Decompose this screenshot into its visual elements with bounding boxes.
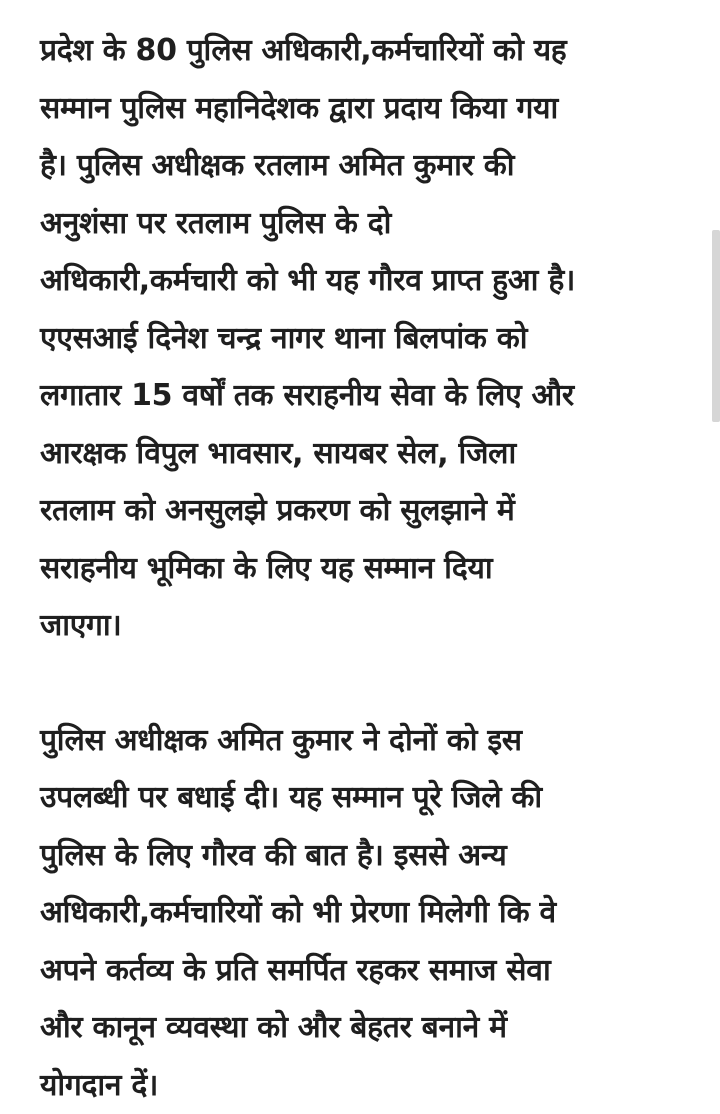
text-line: पुलिस अधीक्षक अमित कुमार ने दोनों को इस	[40, 712, 688, 770]
text-line: जाएगा।	[40, 597, 688, 655]
article-body	[40, 22, 688, 1114]
text-line: और कानून व्यवस्था को और बेहतर बनाने में	[40, 999, 688, 1057]
text-line: प्रदेश के 80 पुलिस अधिकारी,कर्मचारियों को यह	[40, 22, 688, 80]
text-line: अधिकारी,कर्मचारी को भी यह गौरव प्राप्त हुआ है।	[40, 252, 688, 310]
text-line: सराहनीय भूमिका के लिए यह सम्मान दिया	[40, 540, 688, 598]
text-line: अपने कर्तव्य के प्रति समर्पित रहकर समाज सेवा	[40, 942, 688, 1000]
text-line: सम्मान पुलिस महानिदेशक द्वारा प्रदाय किया गया	[40, 80, 688, 138]
text-line: पुलिस के लिए गौरव की बात है। इससे अन्य	[40, 827, 688, 885]
text-line: अधिकारी,कर्मचारियों को भी प्रेरणा मिलेगी कि वे	[40, 884, 688, 942]
paragraph-1	[40, 22, 688, 655]
paragraph-gap	[40, 655, 688, 712]
scrollbar-thumb[interactable]	[712, 230, 720, 422]
text-line: आरक्षक विपुल भावसार, सायबर सेल, जिला	[40, 425, 688, 483]
text-line: एएसआई दिनेश चन्द्र नागर थाना बिलपांक को	[40, 310, 688, 368]
text-line: रतलाम को अनसुलझे प्रकरण को सुलझाने में	[40, 482, 688, 540]
paragraph-2	[40, 712, 688, 1114]
text-line: अनुशंसा पर रतलाम पुलिस के दो	[40, 195, 688, 253]
text-line: योगदान दें।	[40, 1057, 688, 1114]
text-line: है। पुलिस अधीक्षक रतलाम अमित कुमार की	[40, 137, 688, 195]
text-line: उपलब्धी पर बधाई दी। यह सम्मान पूरे जिले की	[40, 769, 688, 827]
text-line: लगातार 15 वर्षों तक सराहनीय सेवा के लिए और	[40, 367, 688, 425]
